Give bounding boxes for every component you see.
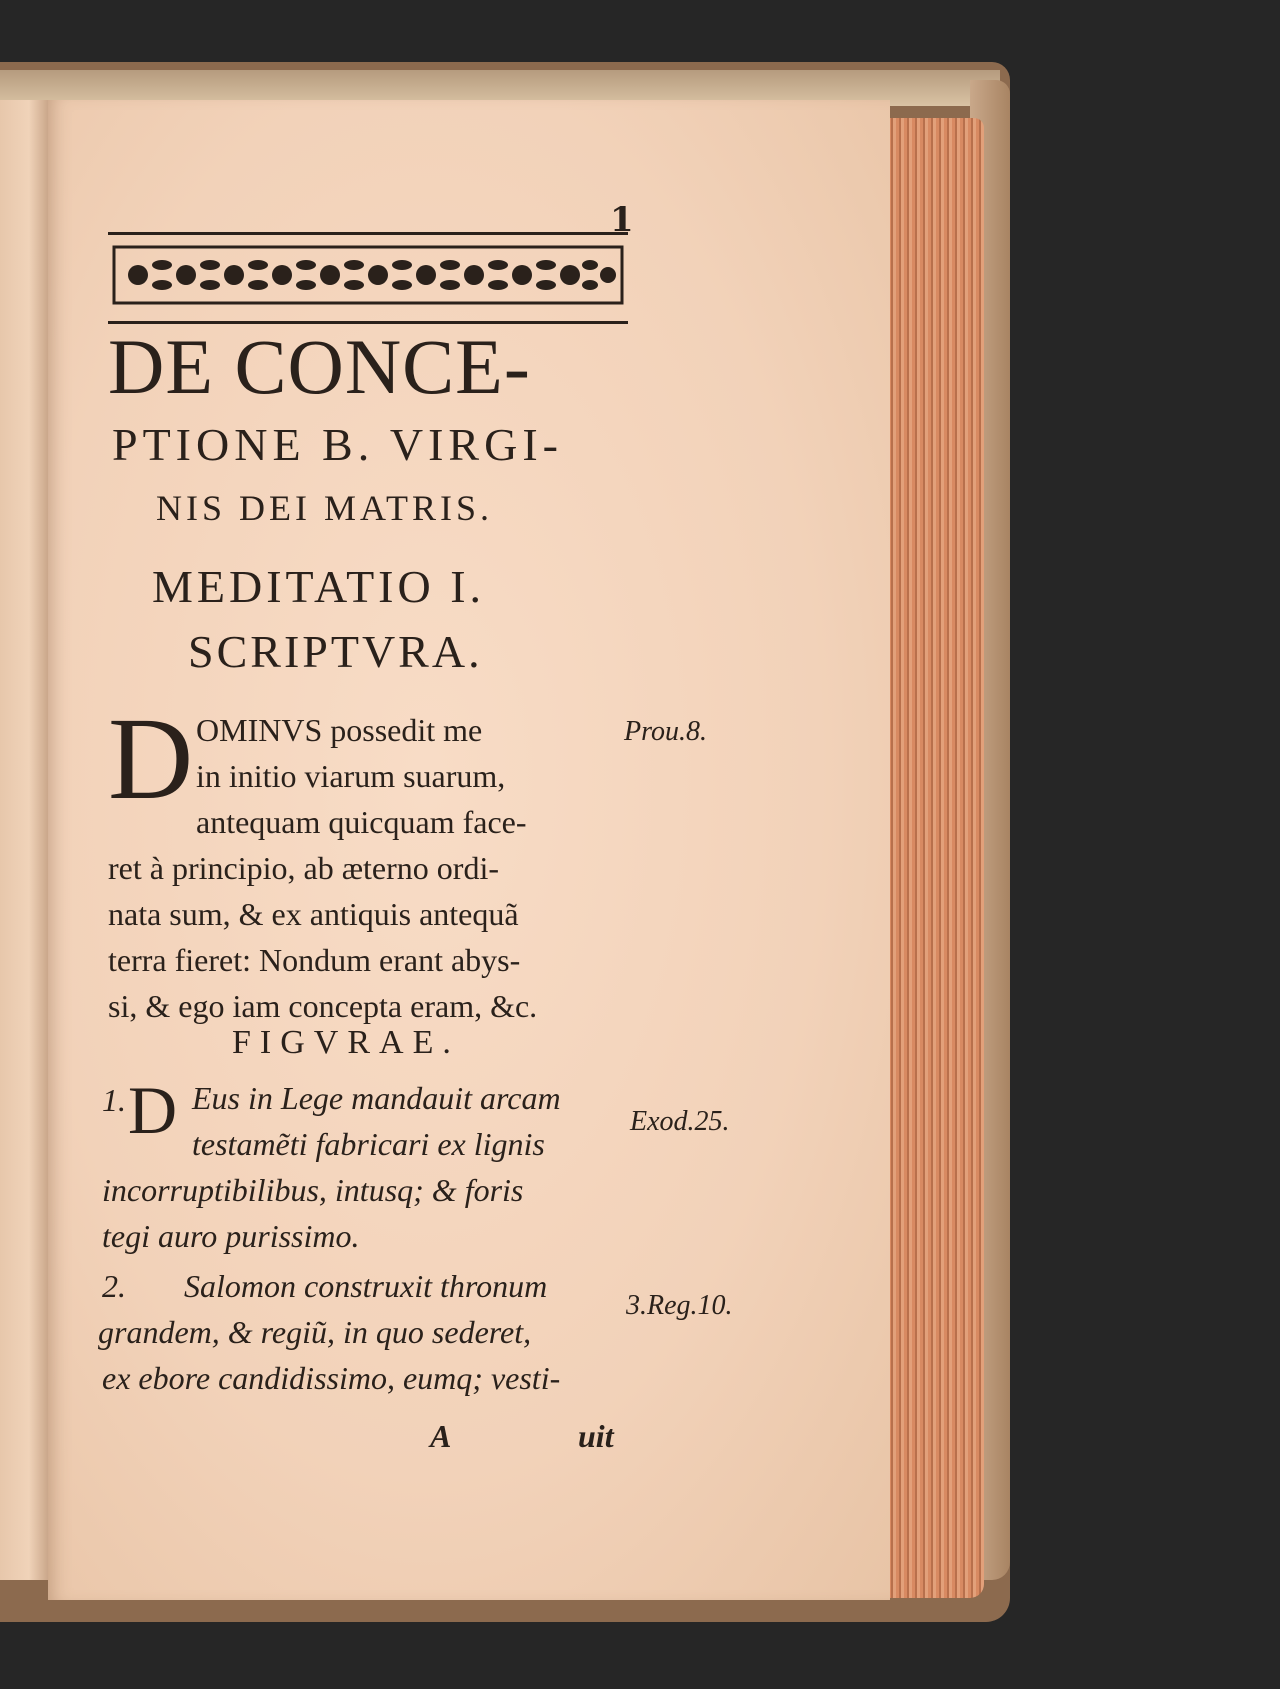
margin-note-reg: 3.Reg.10. (626, 1290, 733, 1321)
title-line-1: DE CONCE- (108, 323, 531, 410)
page-fore-edge (888, 118, 984, 1598)
catchword: uit (578, 1418, 614, 1454)
title-line-2: PTIONE B. VIRGI- (112, 419, 563, 470)
scripture-line-6: terra fieret: Nondum erant abys- (108, 942, 521, 978)
title-line-3: NIS DEI MATRIS. (156, 488, 494, 528)
figura-1-line-4: tegi auro purissimo. (102, 1218, 360, 1254)
scripture-line-5: nata sum, & ex antiquis antequã (108, 896, 519, 932)
section-heading: MEDITATIO I. (152, 561, 486, 612)
scripture-line-7: si, & ego iam concepta eram, &c. (108, 988, 538, 1024)
figura-2-line-3: ex ebore candidissimo, eumq; vesti- (102, 1360, 561, 1396)
subsection-heading: SCRIPTVRA. (188, 626, 483, 677)
margin-note-exod: Exod.25. (630, 1106, 730, 1137)
ornament-band (108, 232, 628, 324)
figura-2-line-1: Salomon construxit thronum (184, 1268, 548, 1304)
figura-1-number: 1. (102, 1082, 126, 1118)
page-number: 1 (610, 200, 634, 240)
figura-1-line-2: testamẽti fabricari ex lignis (192, 1126, 545, 1162)
figura-1-line-1: Eus in Lege mandauit arcam (192, 1080, 561, 1116)
scripture-line-4: ret à principio, ab æterno ordi- (108, 850, 499, 886)
left-page-sliver (0, 100, 48, 1580)
scripture-line-1: OMINVS possedit me (196, 712, 483, 748)
figura-1-drop-cap: D (128, 1072, 178, 1148)
figura-2-number: 2. (102, 1268, 126, 1304)
figura-1-line-3: incorruptibilibus, intusq; & foris (102, 1172, 524, 1208)
figura-2-line-2: grandem, & regiũ, in quo sederet, (98, 1314, 532, 1350)
drop-cap: D (108, 693, 194, 824)
figurae-heading: FIGVRAE. (232, 1024, 460, 1061)
scripture-line-3: antequam quicquam face- (196, 804, 527, 840)
margin-note-prov: Prou.8. (624, 716, 707, 747)
floral-ornament-icon (108, 243, 628, 307)
scripture-line-2: in initio viarum suarum, (196, 758, 506, 794)
signature-mark: A (430, 1418, 452, 1454)
